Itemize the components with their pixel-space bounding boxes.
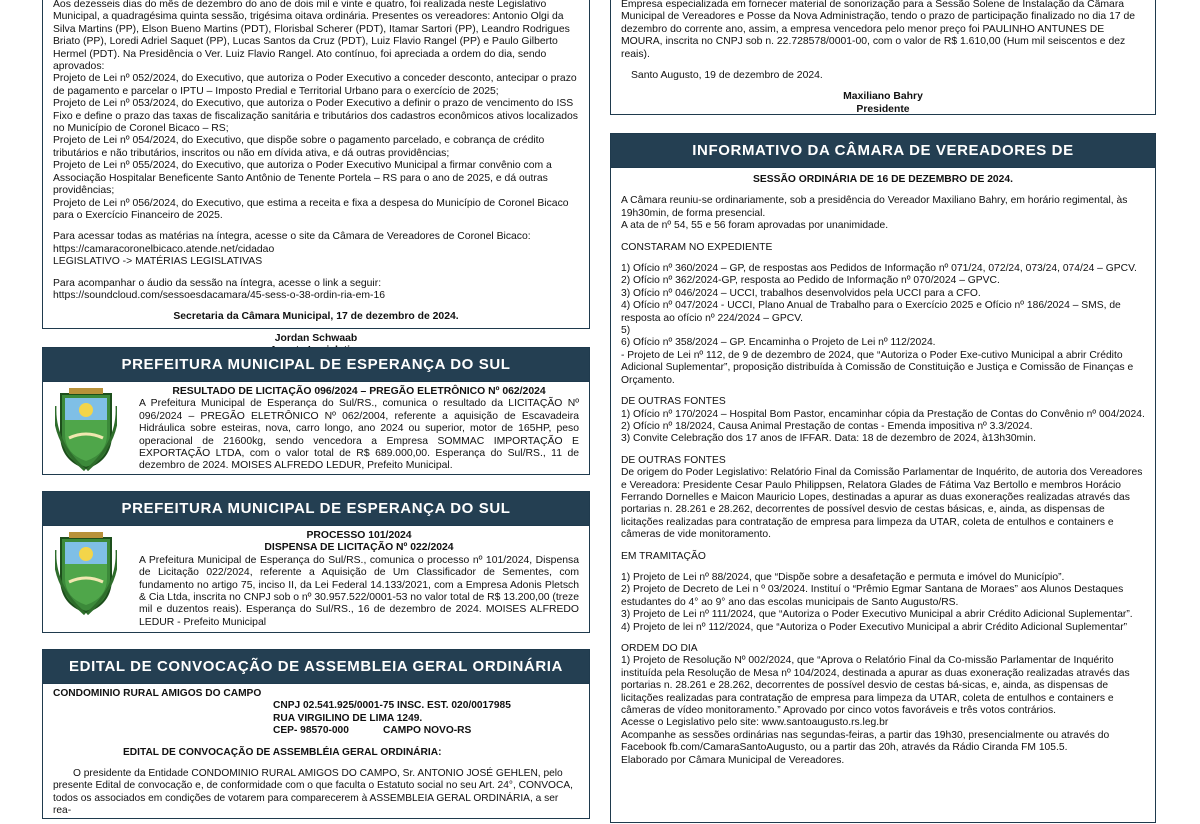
fontes-title: DE OUTRAS FONTES — [621, 454, 726, 466]
fontes-title: DE OUTRAS FONTES — [621, 396, 726, 408]
info-intro: A Câmara reuniu-se ordinariamente, sob a presidência do Vereador Maxiliano Bahry, em horário regimental, às 19h30min, de forma presencial. — [621, 195, 1128, 219]
edital-address-block — [53, 700, 579, 737]
informativo-header: INFORMATIVO DA CÂMARA DE VEREADORES DE — [611, 134, 1155, 168]
notice-text: A Prefeitura Municipal de Esperança do Sul/RS., comunica o resultado da LICITAÇÃO Nº 096/2024 – PREGÃO ELETRÔNICO Nº 062/2004, referente a aquisição de Escavadeira Hidráulica sobre esteiras, nova, carro longo, ano 2024 ou superior, motor de 165HP, peso operacional de 21600kg, sendo vencedora a Empresa SOMMAC IMPORTAÇÃO E EXPORTAÇÃO LTDA, com o valor total de R$ 689.000,00. Esperança do Sul/RS., 11 de dezembro de 2024. MOISES ALFREDO LEDUR, Prefeito Municipal. — [139, 398, 579, 472]
sound-notice-signer: Maxiliano Bahry — [843, 91, 923, 103]
tramitacao-item: 3) Projeto de Lei nº 111/2024, que “Autoriza o Poder Executivo Municipal a abrir Crédito Adicional Suplementar”. — [621, 609, 1133, 621]
fontes-item: 2) Ofício nº 18/2024, Causa Animal Prestação de contas - Emenda impositiva nº 3.3/2024. — [621, 420, 1033, 432]
notice-subtitle: DISPENSA DE LICITAÇÃO Nº 022/2024 — [264, 542, 454, 554]
access-path: LEGISLATIVO -> MATÉRIAS LEGISLATIVAS — [53, 256, 263, 268]
session-item: Projeto de Lei nº 053/2024, do Executivo, que autoriza o Poder Executivo a definir o prazo de vencimento do ISS Fixo e define o prazo das taxas de fiscalização sanitária e tributários dos cadastros econômicos ativos localizados no Município de Coronel Bicaco – RS; — [53, 98, 579, 135]
sound-notice-body — [611, 0, 1155, 122]
session-summary-body — [43, 0, 589, 364]
session-item: Projeto de Lei nº 055/2024, do Executivo, que autoriza o Poder Executivo Municipal a firmar convênio com a Associação Hospitalar Beneficente Santo Antônio de Tenente Portela – RS para o ano de 2025, e dá outras providências; — [53, 160, 552, 197]
expediente-item: 1) Ofício nº 360/2024 – GP, de respostas aos Pedidos de Informação nº 071/24, 072/24, 073/24, 074/24 – GPCV. — [621, 263, 1137, 275]
fontes-text: De origem do Poder Legislativo: Relatório Final da Comissão Parlamentar de Inquérito, de autoria dos Vereadores e Vereadora: Presidente Cesar Paulo Philippsen, Relatora Glades de Fátima Vaz Bertollo e membros Horácio Ferrando Dornelles e Maicon Mauricio Lopes, destinadas a apurar as duas exonerações realizadas através das portarias n. 28.261 e 28.262, decorrentes de possível desvio de cestas básicas, e, ainda, as dispensas de licitações realizadas para contratação de empresa para limpeza da UTAR, coleta de entulhos e containers e câmeras de vide monitoramento. — [621, 467, 1143, 541]
audio-text: Para acompanhar o áudio da sessão na íntegra, acesse o link a seguir: — [53, 277, 382, 289]
coat-of-arms-icon — [55, 386, 117, 472]
session-intro: Aos dezesseis dias do mês de dezembro do ano de dois mil e vinte e quatro, foi realizada neste Legislativo Municipal, a quadragésima quinta sessão, trigésima oitava ordinária. Presentes os vereadores: Antonio Olgi da Silva Martins (PP), Elson Bueno Martins (PDT), Florisbal Scherer (PDT), Itamar Sartori (PP), Leandro Rodrigues Briato (PP), Loredi Adriel Saquet (PP), Lucas Santos da Cruz (PDT), Luiz Flavio Rangel (PP) e Paulo Gilberto Hermel (PDT). Na Presidência o Ver. Luiz Flavio Rangel. Ato contínuo, foi apreciada a ordem do dia, sendo aprovados: — [53, 0, 570, 73]
expediente-item: - Projeto de Lei nº 112, de 9 de dezembro de 2024, que “Autoriza o Poder Exe-cutivo Municipal a abrir Crédito Adicional Suplementar”, proposição distribuída à Comissão de Constituição e Justiça e Comissão de Finanças e Orçamento. — [621, 349, 1134, 386]
tramitacao-item: 2) Projeto de Decreto de Lei n º 03/2024. Instituí o “Prêmio Egmar Santana de Moraes” aos Alunos Destaques estudantes do 4° ao 9° ano das escolas municipais de Santo Augusto/RS. — [621, 584, 1124, 608]
session-summary-box — [42, 0, 590, 344]
informativo-body — [611, 168, 1155, 773]
edital-entity: CONDOMINIO RURAL AMIGOS DO CAMPO — [53, 688, 262, 699]
tramitacao-item: 1) Projeto de Lei nº 88/2024, que “Dispõe sobre a desafetação e permuta e imóvel do Município”. — [621, 571, 1065, 583]
session-item: Projeto de Lei nº 052/2024, do Executivo, que autoriza o Poder Executivo a conceder desconto, antecipar o prazo de pagamento e parcelar o IPTU – Imposto Predial e Territorial Urbano para o exercício de 2025; — [53, 73, 577, 97]
ordem-text: 1) Projeto de Resolução Nº 002/2024, que “Aprova o Relatório Final da Co-missão Parlamentar de Inquérito instituída pela Resolução de Mesa nº 104/2024, destinada a apurar as duas exoneração realizadas através das portarias n. 28.261 e 28.262, decorrentes de possível desvio de cestas bá-sicas, e, ainda, as dispensas de licitações realizadas para contratação de empresa para limpeza da UTAR, coleta de entulhos e containers e câmeras de vídeo monitoramento.” Aprovado por cinco votos favoráveis e três votos contrários. — [621, 655, 1130, 717]
notice-title: RESULTADO DE LICITAÇÃO 096/2024 – PREGÃO ELETRÔNICO Nº 062/2024 — [172, 386, 546, 397]
site-text[interactable]: Acesse o Legislativo pelo site: www.santoaugusto.rs.leg.br — [621, 717, 889, 729]
notice-header: PREFEITURA MUNICIPAL DE ESPERANÇA DO SUL — [43, 492, 589, 526]
expediente-item: 2) Ofício nº 362/2024-GP, resposta ao Pedido de Informação nº 070/2024 – GPVC. — [621, 275, 1000, 287]
edital-street: RUA VIRGILINO DE LIMA 1249. — [273, 712, 423, 724]
sound-notice-date: Santo Augusto, 19 de dezembro de 2024. — [631, 70, 823, 82]
informativo-box — [610, 133, 1156, 823]
expediente-item: 5) — [621, 325, 631, 337]
fontes-item: 1) Ofício nº 170/2024 – Hospital Bom Pastor, encaminhar cópia da Prestação de Contas do Convênio nº 004/2024. — [621, 408, 1145, 420]
info-intro: A ata de nº 54, 55 e 56 foram aprovadas por unanimidade. — [621, 220, 889, 232]
edital-subtitle: EDITAL DE CONVOCAÇÃO DE ASSEMBLÉIA GERAL ORDINÁRIA: — [123, 746, 442, 758]
edital-cnpj: CNPJ 02.541.925/0001-75 INSC. EST. 020/0017985 — [273, 700, 511, 712]
expediente-title: CONSTARAM NO EXPEDIENTE — [621, 241, 773, 253]
expediente-item: 6) Ofício nº 358/2024 – GP. Encaminha o Projeto de Lei nº 112/2024. — [621, 337, 936, 349]
ordem-title: ORDEM DO DIA — [621, 643, 698, 654]
notice-licitacao-box — [42, 347, 590, 475]
sound-notice-box — [610, 0, 1156, 115]
edital-cep-row — [273, 725, 579, 737]
author-text: Elaborado por Câmara Municipal de Vereadores. — [621, 754, 845, 766]
notice-text: A Prefeitura Municipal de Esperança do Sul/RS., comunica o processo nº 101/2024, Dispensa de Licitação 022/2024, referente a Aquisição de Um Classificador de Sementes, com fundamento no artigo 75, inciso II, da Lei Federal 14.133/2021, com a Empresa Adonis Pletsch & Cia Ltda, inscrita no CNPJ sob o nº 30.957.522/0001-53 no valor total de R$ 13.200,00 (treze mil e duzentos reais). Esperança do Sul/RS., 16 de dezembro de 2024. MOISES ALFREDO LEDUR - Prefeito Municipal — [139, 554, 579, 628]
notice-header: PREFEITURA MUNICIPAL DE ESPERANÇA DO SUL — [43, 348, 589, 382]
access-text: Para acessar todas as matérias na íntegra, acesse o site da Câmara de Vereadores de Coronel Bicaco: — [53, 231, 531, 243]
coat-of-arms-icon — [55, 530, 117, 616]
session-item: Projeto de Lei nº 056/2024, do Executivo, que estima a receita e fixa a despesa do Município de Coronel Bicaco para o Exercício Financeiro de 2025. — [53, 197, 569, 221]
sound-notice-signer-role: Presidente — [856, 103, 910, 115]
expediente-item: 4) Ofício nº 047/2024 - UCCI, Plano Anual de Trabalho para o Exercício 2025 e Ofício nº 186/2024 – SMS, de resposta ao ofício nº 224/2024 – GPCV. — [621, 300, 1121, 324]
session-signer: Jordan Schwaab — [274, 332, 358, 344]
edital-city: CAMPO NOVO-RS — [383, 725, 472, 737]
notice-body — [43, 526, 589, 635]
session-title: SESSÃO ORDINÁRIA DE 16 DE DEZEMBRO DE 2024. — [753, 174, 1013, 185]
notice-body — [43, 382, 589, 479]
access-link[interactable]: https://camaracoronelbicaco.atende.net/cidadao — [53, 243, 275, 255]
edital-header: EDITAL DE CONVOCAÇÃO DE ASSEMBLEIA GERAL ORDINÁRIA — [43, 650, 589, 684]
notice-title: PROCESSO 101/2024 — [306, 530, 412, 541]
notice-dispensa-box — [42, 491, 590, 633]
tramitacao-title: EM TRAMITAÇÃO — [621, 550, 706, 562]
session-place-date: Secretaria da Câmara Municipal, 17 de dezembro de 2024. — [173, 311, 459, 323]
edital-body — [43, 684, 589, 824]
edital-cep: CEP- 98570-000 — [273, 725, 349, 737]
edital-box — [42, 649, 590, 819]
fontes-item: 3) Convite Celebração dos 17 anos de IFFAR. Data: 18 de dezembro de 2024, à13h30min. — [621, 433, 1036, 445]
sound-notice-text: Empresa especializada em fornecer material de sonorização para a Sessão Solene de Instalação da Câmara Municipal de Vereadores e Posse da Nova Administração, tendo o prazo de participação finalizado no dia 17 de dezembro do corrente ano, assim, a empresa vencedora pelo menor preço foi PAULINHO ANTUNES DE MOURA, inscrita no CNPJ sob n. 22.728578/0001-00, com o valor de R$ 1.610,00 (Hum mil seiscentos e dez reais). — [621, 0, 1136, 60]
edital-text: O presidente da Entidade CONDOMINIO RURAL AMIGOS DO CAMPO, Sr. ANTONIO JOSÉ GEHLEN, pelo presente Edital de convocação e, de conformidade com o que faculta o Estatuto social no seu Art. 24°, CONVOCA, todos os associados em condições de votarem para comparecerem à ASSEMBLEIA GERAL ORDINÁRIA, a ser rea- — [53, 768, 573, 817]
follow-text: Acompanhe as sessões ordinárias nas segundas-feiras, a partir das 19h30, presencialmente ou através do Facebook fb.com/CamaraSantoAugusto, ou a partir das 20h, através da Rádio Ciranda FM 105.5. — [621, 729, 1110, 754]
audio-link[interactable]: https://soundcloud.com/sessoesdacamara/45-sess-o-38-ordin-ria-em-16 — [53, 289, 386, 301]
session-item: Projeto de Lei nº 054/2024, do Executivo, que dispõe sobre o pagamento parcelado, e cobrança de crédito tributários e não tributários, inscritos ou não em dívida ativa, e dá outras providências; — [53, 135, 545, 159]
expediente-item: 3) Ofício nº 046/2024 – UCCI, trabalhos desenvolvidos pela UCCI para a CFO. — [621, 287, 981, 299]
tramitacao-item: 4) Projeto de lei nº 112/2024, que “Autoriza o Poder Executivo Municipal a abrir Crédito Adicional Suplementar” — [621, 621, 1128, 633]
